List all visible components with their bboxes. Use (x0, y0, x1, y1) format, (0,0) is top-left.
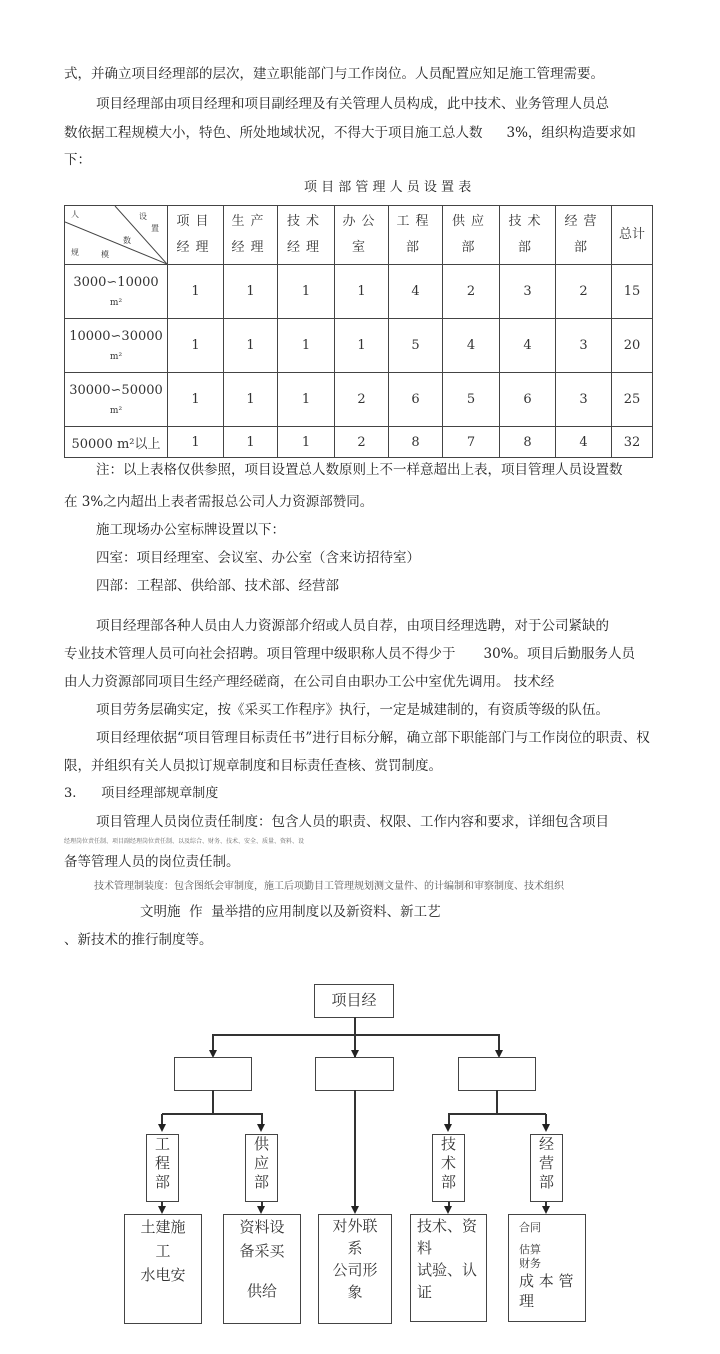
org-chart (0, 974, 720, 1324)
box-text: 水电安 (140, 1266, 186, 1284)
arrow-icon (542, 1206, 550, 1214)
paragraph: 下： (64, 152, 91, 168)
connector-line (354, 1090, 356, 1206)
org-box-business: 经营部 (530, 1134, 563, 1202)
col-header: 经营部 (556, 206, 612, 265)
cell: 32 (612, 427, 653, 458)
col-header: 总计 (612, 206, 653, 265)
corner-header (65, 206, 168, 265)
table-row (65, 319, 653, 373)
cell: 1 (224, 319, 278, 373)
cell: 1 (278, 265, 335, 319)
org-box-production-manager (174, 1057, 252, 1091)
org-box-external (318, 1214, 392, 1324)
org-box-supply: 供应部 (245, 1134, 278, 1202)
paragraph: 项目经理部由项目经理和项目副经理及有关管理人员构成，此中技术、业务管理人员总 (96, 96, 609, 112)
paragraph: 四室：项目经理室、会议室、办公室（含来访招待室） (96, 550, 420, 566)
arrow-icon (542, 1124, 550, 1132)
box-text: 财务 (519, 1257, 541, 1270)
cell: 1 (168, 319, 224, 373)
box-text: 资料设 (239, 1218, 285, 1236)
cell: 3 (556, 373, 612, 427)
connector-line (448, 1113, 546, 1115)
table-title: 项 目 部 管 理 人 员 设 置 表 (304, 180, 472, 195)
org-box-technical: 技术部 (432, 1134, 465, 1202)
cell: 4 (389, 265, 443, 319)
cell: 1 (168, 265, 224, 319)
paragraph: 项目管理人员岗位责任制度：包含人员的职责、权限、工作内容和要求，详细包含项目 (96, 814, 609, 830)
arrow-icon (444, 1124, 452, 1132)
box-text: 工 (155, 1242, 171, 1260)
note: 注：以上表格仅供参照，项目设置总人数原则上不一样意超出上表，项目管理人员设置数 (96, 462, 623, 478)
connector-line (496, 1090, 498, 1114)
paragraph: 文明施 作 量举措的应用制度以及新资料、新工艺 (140, 904, 441, 920)
arrow-icon (257, 1206, 265, 1214)
box-text: 公司形 (332, 1261, 378, 1279)
col-header: 生产经理 (224, 206, 278, 265)
connector-line (213, 1034, 500, 1036)
cell: 15 (612, 265, 653, 319)
cell: 5 (389, 319, 443, 373)
paragraph: 由人力资源部同项目生经产理经磋商，在公司自由职办工公中室优先调用。 技术经 (64, 674, 555, 690)
box-text: 备采买 (239, 1242, 285, 1260)
cell: 4 (500, 319, 556, 373)
paragraph-line (64, 125, 636, 141)
org-box-contracts (508, 1214, 586, 1322)
box-text: 合同 (519, 1221, 541, 1234)
cell: 2 (335, 373, 389, 427)
paragraph: 项目劳务层确实定，按《采买工作程序》执行，一定是城建制的，有资质等级的队伍。 (96, 702, 609, 718)
paragraph: 项目经理部各种人员由人力资源部介绍或人员自荐，由项目经理选聘，对于公司紧缺的 (96, 618, 609, 634)
corner-label: 置 (151, 224, 159, 233)
paragraph: 项目经理依据“项目管理目标责任书”进行目标分解，确立部下职能部门与工作岗位的职责、权 (96, 730, 650, 746)
cell: 8 (389, 427, 443, 458)
box-text: 土建施 (140, 1218, 186, 1236)
paragraph: 限，并组织有关人员拟订规章制度和目标责任查核、赏罚制度。 (64, 758, 442, 774)
cell: 3 (556, 319, 612, 373)
connector-line (212, 1090, 214, 1114)
col-header: 技术部 (500, 206, 556, 265)
paragraph: 专业技术管理人员可向社会招聘。项目管理中级职称人员不得少于 (64, 646, 456, 662)
corner-label: 人 (71, 210, 79, 219)
box-text: 象 (347, 1283, 363, 1301)
corner-label: 模 (101, 250, 109, 259)
cell: 1 (168, 427, 224, 458)
cell: 1 (278, 319, 335, 373)
org-box-office (315, 1057, 394, 1091)
arrow-icon (351, 1206, 359, 1214)
arrow-icon (257, 1124, 265, 1132)
box-text: 试验、认 (417, 1261, 478, 1279)
col-header: 供应部 (443, 206, 500, 265)
org-box-construction (124, 1214, 202, 1324)
cell: 7 (443, 427, 500, 458)
connector-line (161, 1114, 163, 1124)
scale-cell: 30000∽50000 m² (65, 373, 168, 427)
paragraph: 施工现场办公室标牌设置以下： (96, 522, 285, 538)
scale-cell: 10000∽30000 m² (65, 319, 168, 373)
cell: 25 (612, 373, 653, 427)
cell: 6 (389, 373, 443, 427)
org-box-tech-docs (410, 1214, 487, 1322)
box-text: 系 (347, 1239, 363, 1257)
note: 在 3%之内超出上表者需报总公司人力资源部赞同。 (64, 494, 374, 510)
box-text: 理 (519, 1292, 535, 1310)
arrow-icon (444, 1206, 452, 1214)
cell: 6 (500, 373, 556, 427)
connector-line (545, 1114, 547, 1124)
arrow-icon (158, 1206, 166, 1214)
cell: 5 (443, 373, 500, 427)
org-box-engineering: 工程部 (146, 1134, 179, 1202)
paragraph: 备等管理人员的岗位责任制。 (64, 854, 240, 870)
cell: 3 (500, 265, 556, 319)
col-header: 办公室 (335, 206, 389, 265)
cell: 1 (168, 373, 224, 427)
org-box-materials (223, 1214, 301, 1324)
paragraph: 数依据工程规模大小，特色、所处地域状况，不得大于项目施工总人数 (64, 125, 483, 141)
org-chart-canvas (0, 374, 720, 1334)
cell: 2 (556, 265, 612, 319)
cell: 1 (224, 265, 278, 319)
cell: 20 (612, 319, 653, 373)
box-text: 成 本 管 (519, 1272, 574, 1290)
paragraph-small: 技术管理制装度：包含图纸会审制度，施工后项勤目工管理规划测文量件、的计编制和审察制度、技术组织 (94, 881, 564, 892)
org-box-project-manager: 项目经 (314, 984, 394, 1018)
connector-line (448, 1114, 450, 1124)
connector-line (162, 1113, 263, 1115)
cell: 2 (443, 265, 500, 319)
box-text: 估算 (519, 1243, 541, 1256)
cell: 8 (500, 427, 556, 458)
scale-cell: 3000∽10000 m² (65, 265, 168, 319)
diagonal-lines (65, 206, 167, 264)
section-heading: 3. 项目经理部规章制度 (64, 786, 219, 801)
scale-cell: 50000 m²以上 (65, 427, 168, 458)
cell: 1 (278, 373, 335, 427)
table-row (65, 265, 653, 319)
box-text: 料 (417, 1239, 433, 1257)
cell: 1 (335, 319, 389, 373)
col-header: 技术经理 (278, 206, 335, 265)
paragraph: 式，并确立项目经理部的层次，建立职能部门与工作岗位。人员配置应知足施工管理需要。 (64, 66, 604, 82)
box-text: 技术、资 (417, 1217, 478, 1235)
corner-label: 设 (139, 212, 147, 221)
arrow-icon (158, 1124, 166, 1132)
cell: 4 (556, 427, 612, 458)
connector-line (261, 1114, 263, 1124)
cell: 4 (443, 319, 500, 373)
box-text: 供给 (246, 1282, 277, 1300)
paragraph: 、新技术的推行制度等。 (64, 932, 213, 948)
cell: 1 (335, 265, 389, 319)
box-text: 对外联 (332, 1217, 378, 1235)
paragraph-small: 经理岗位责任制、项目副经理岗位责任制、以及综合、财务、技术、安全、质量、资料、设 (64, 838, 305, 845)
paragraph: 30%。项目后勤服务人员 (483, 646, 636, 662)
paragraph: 3%，组织构造要求如 (506, 125, 636, 141)
col-header: 项目经理 (168, 206, 224, 265)
corner-label: 数 (123, 236, 131, 245)
cell: 1 (278, 427, 335, 458)
org-box-technical-manager (458, 1057, 536, 1091)
paragraph: 四部：工程部、供给部、技术部、经营部 (96, 578, 339, 594)
box-text: 证 (417, 1283, 433, 1301)
corner-label: 规 (71, 248, 79, 257)
cell: 1 (224, 427, 278, 458)
cell: 2 (335, 427, 389, 458)
col-header: 工程部 (389, 206, 443, 265)
cell: 1 (224, 373, 278, 427)
